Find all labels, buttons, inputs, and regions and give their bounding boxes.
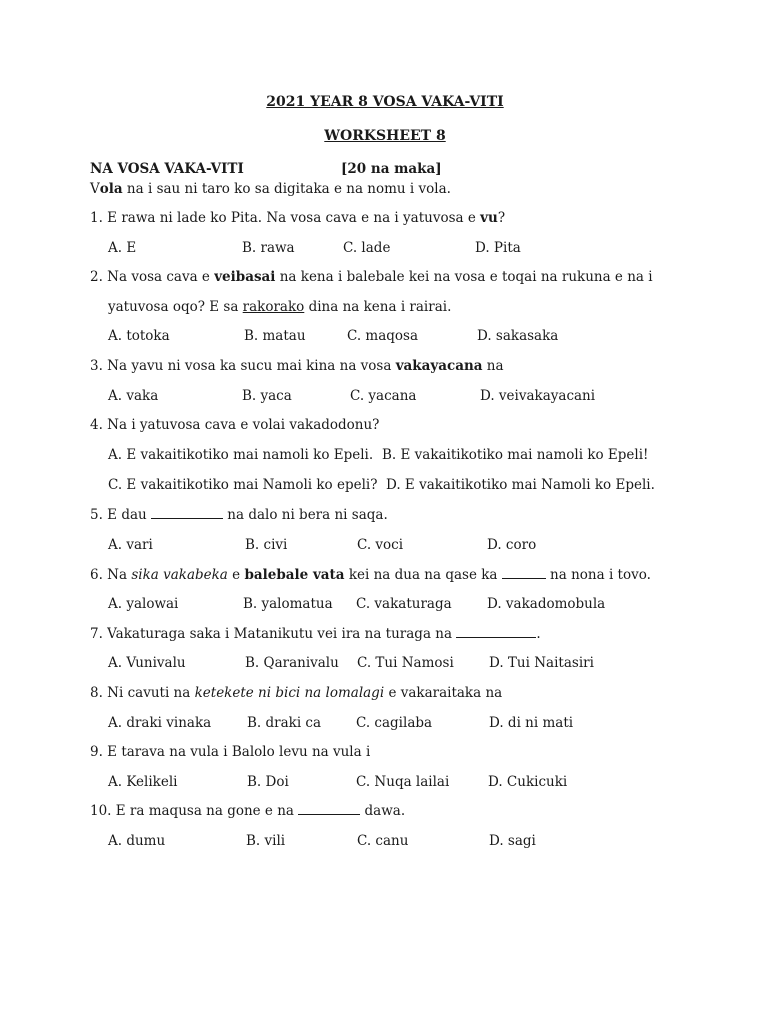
answer-blank bbox=[298, 803, 360, 815]
question-4: 4. Na i yatuvosa cava e volai vakadodonu? bbox=[90, 417, 380, 433]
page-title: 2021 YEAR 8 VOSA VAKA-VITI bbox=[266, 94, 504, 110]
answer-blank bbox=[151, 507, 223, 519]
question-4-option-b: B. E vakaitikotiko mai namoli ko Epeli! bbox=[382, 447, 649, 463]
question-6-option-a: A. yalowai bbox=[108, 596, 179, 612]
question-4-option-a: A. E vakaitikotiko mai namoli ko Epeli. bbox=[108, 447, 374, 463]
question-5-option-b: B. civi bbox=[245, 537, 288, 553]
question-5: 5. E dau na dalo ni bera ni saqa. bbox=[90, 507, 388, 523]
question-3-option-a: A. vaka bbox=[108, 388, 159, 404]
question-3: 3. Na yavu ni vosa ka sucu mai kina na vosa vakayacana na bbox=[90, 358, 504, 374]
question-10-option-a: A. dumu bbox=[108, 833, 166, 849]
question-6-option-c: C. vakaturaga bbox=[356, 596, 452, 612]
question-1-option-d: D. Pita bbox=[475, 240, 521, 256]
question-2: 2. Na vosa cava e veibasai na kena i balebale kei na vosa e toqai na rukuna e na i bbox=[90, 269, 653, 285]
question-7-option-b: B. Qaranivalu bbox=[245, 655, 339, 671]
question-3-option-c: C. yacana bbox=[350, 388, 417, 404]
question-2-line-2: yatuvosa oqo? E sa rakorako dina na kena i rairai. bbox=[108, 299, 452, 315]
question-9-option-b: B. Doi bbox=[247, 774, 289, 790]
question-8-option-b: B. draki ca bbox=[247, 715, 322, 731]
answer-blank bbox=[456, 626, 536, 638]
question-9-option-d: D. Cukicuki bbox=[488, 774, 568, 790]
question-3-option-b: B. yaca bbox=[242, 388, 292, 404]
question-5-option-c: C. voci bbox=[357, 537, 404, 553]
section-heading: NA VOSA VAKA-VITI bbox=[90, 161, 244, 177]
question-9-option-a: A. Kelikeli bbox=[108, 774, 178, 790]
question-1: 1. E rawa ni lade ko Pita. Na vosa cava e na i yatuvosa e vu? bbox=[90, 210, 506, 226]
question-10-option-c: C. canu bbox=[357, 833, 409, 849]
worksheet-title: WORKSHEET 8 bbox=[324, 128, 446, 144]
question-2-option-d: D. sakasaka bbox=[477, 328, 559, 344]
question-10-option-b: B. vili bbox=[246, 833, 286, 849]
question-8-option-a: A. draki vinaka bbox=[108, 715, 212, 731]
question-8-option-d: D. di ni mati bbox=[489, 715, 574, 731]
question-7-option-d: D. Tui Naitasiri bbox=[489, 655, 594, 671]
question-7-option-c: C. Tui Namosi bbox=[357, 655, 454, 671]
question-10-option-d: D. sagi bbox=[489, 833, 536, 849]
instructions: Vola na i sau ni taro ko sa digitaka e na nomu i vola. bbox=[90, 181, 451, 197]
question-6: 6. Na sika vakabeka e balebale vata kei na dua na qase ka na nona i tovo. bbox=[90, 567, 651, 583]
question-1-option-a: A. E bbox=[108, 240, 137, 256]
question-2-option-c: C. maqosa bbox=[347, 328, 419, 344]
question-6-option-d: D. vakadomobula bbox=[487, 596, 606, 612]
question-8-option-c: C. cagilaba bbox=[356, 715, 433, 731]
section-marks: [20 na maka] bbox=[341, 161, 442, 177]
question-9: 9. E tarava na vula i Balolo levu na vula i bbox=[90, 744, 371, 760]
question-1-option-c: C. lade bbox=[343, 240, 391, 256]
question-8: 8. Ni cavuti na ketekete ni bici na lomalagi e vakaraitaka na bbox=[90, 685, 503, 701]
question-2-option-a: A. totoka bbox=[108, 328, 170, 344]
question-6-option-b: B. yalomatua bbox=[243, 596, 333, 612]
answer-blank bbox=[502, 567, 546, 579]
question-7: 7. Vakaturaga saka i Matanikutu vei ira na turaga na . bbox=[90, 626, 541, 642]
question-1-option-b: B. rawa bbox=[242, 240, 295, 256]
question-5-option-a: A. vari bbox=[108, 537, 153, 553]
question-3-option-d: D. veivakayacani bbox=[480, 388, 596, 404]
question-9-option-c: C. Nuqa lailai bbox=[356, 774, 450, 790]
question-10: 10. E ra maqusa na gone e na dawa. bbox=[90, 803, 406, 819]
question-4-option-d: D. E vakaitikotiko mai Namoli ko Epeli. bbox=[386, 477, 655, 493]
question-5-option-d: D. coro bbox=[487, 537, 537, 553]
question-7-option-a: A. Vunivalu bbox=[108, 655, 186, 671]
question-4-option-c: C. E vakaitikotiko mai Namoli ko epeli? bbox=[108, 477, 378, 493]
question-2-option-b: B. matau bbox=[244, 328, 306, 344]
